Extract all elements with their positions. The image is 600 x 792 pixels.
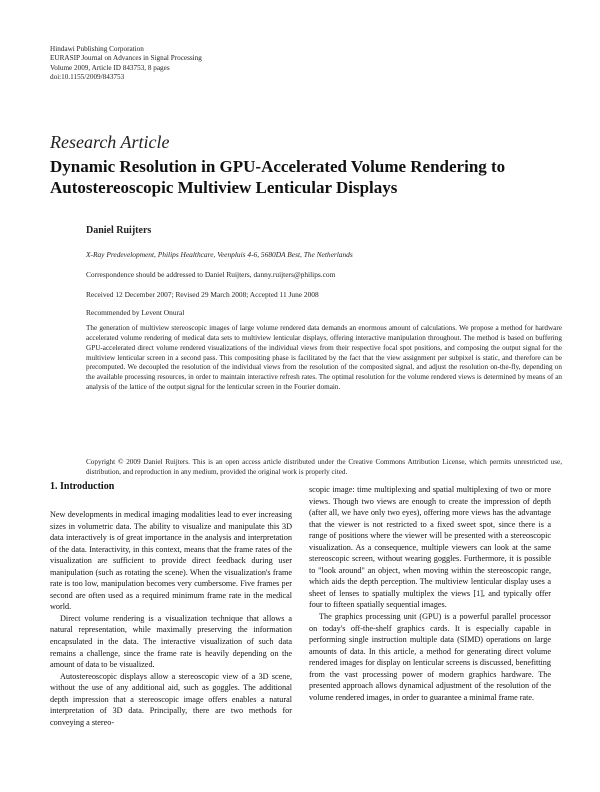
publisher: Hindawi Publishing Corporation (50, 45, 144, 53)
paragraph: Autostereoscopic displays allow a stereoscopic view of a 3D scene, without the use of any additional aid, such as goggles. The additional depth impression that a stereoscopic image offers enables a natural interpretation of 3D data. Principally, there are two methods for conveying a stereo- (50, 671, 292, 727)
abstract: The generation of multiview stereoscopic images of large volume rendered data demands an enormous amount of calculations. We propose a method for hardware accelerated volume rendering of medical data sets to multiview lenticular displays, offering interactive manipulation throughout. The method is based on buffering GPU-accelerated direct volume rendered visualizations of the individual views from their respective focal spot positions, and composing the output signal for the multiview lenticular screen in a second pass. This compositing phase is facilitated by the fact that the view assignment per subpixel is static, and therefore can be precomputed. We decoupled the resolution of the individual views from the resolution of the composited signal, and adjust the resolution on-the-fly, depending on the available processing resources, in order to maintain interactive refresh rates. The optimal resolution for the volume rendered views is determined by means of an analysis of the lattice of the output signal for the lenticular screen in the Fourier domain. (86, 324, 562, 392)
paragraph: The graphics processing unit (GPU) is a powerful parallel processor on today's off-the-shelf graphics cards. It is especially capable in performing single instruction multiple data (SIMD) operations on large amounts of data. In this article, a method for generating direct volume rendered images for display on lenticular screens is discussed, benefitting from the vast processing power of modern graphics hardware. The presented approach allows dynamical adjustment of the resolution of the volume rendered images, in order to guarantee a minimal frame rate. (309, 612, 551, 702)
right-column (309, 484, 551, 703)
doi: doi:10.1155/2009/843753 (50, 72, 125, 81)
section-heading: 1. Introduction (50, 481, 115, 492)
article-type: Research Article (50, 132, 170, 152)
title-line: Autostereoscopic Multiview Lenticular Displays (50, 178, 398, 197)
author-name: Daniel Ruijters (86, 225, 152, 236)
paragraph: Direct volume rendering is a visualization technique that allows a natural representation, while maximally preserving the information encapsulated in the data. The interactive visualization of such data remains a challenge, since the frame rate is heavily depending on the amount of data to be visualized. (50, 613, 292, 670)
affiliation: X-Ray Predevelopment, Philips Healthcare, Veenpluis 4-6, 5680DA Best, The Netherlands (86, 250, 353, 259)
correspondence: Correspondence should be addressed to Daniel Ruijters, danny.ruijters@philips.com (86, 270, 336, 279)
paragraph: New developments in medical imaging modalities lead to ever increasing sizes in volumetric data. The ability to visualize and manipulate this 3D data interactively is of great importance in the analysis and interpretation of the data. Interactivity, in this context, means that the frame rates of the visualization are sufficient to provide direct feedback during user manipulation (such as rotating the scene). When the visualization's frame rate is too low, manipulation becomes very cumbersome. Five frames per second are often used as a required minimum frame rate in the medical world. (50, 510, 292, 612)
title-line: Dynamic Resolution in GPU-Accelerated Volume Rendering to (50, 157, 506, 176)
journal-info (50, 45, 202, 82)
paper-title (50, 156, 570, 198)
recommended-by: Recommended by Levent Onural (86, 308, 185, 317)
journal-name: EURASIP Journal on Advances in Signal Processing (50, 54, 202, 63)
left-column (50, 480, 292, 728)
volume-info: Volume 2009, Article ID 843753, 8 pages (50, 63, 170, 72)
submission-dates: Received 12 December 2007; Revised 29 March 2008; Accepted 11 June 2008 (86, 290, 319, 299)
paragraph: scopic image: time multiplexing and spatial multiplexing of two or more views. Though two views are enough to create the impression of depth (after all, we have only two eyes), offering more views has the advantage that the viewer is not restricted to a fixed sweet spot, since there is a range of positions where the viewer will be presented with a stereoscopic visualization. As a consequence, multiple viewers can look at the same stereoscopic screen, without wearing goggles. Furthermore, it is possible to "look around" an object, when moving within the stereoscopic range, which aids the depth perception. The multiview lenticular display uses a sheet of lenses to spatially multiplex the views [1], and typically offer four to fifteen spatially sequential images. (309, 485, 551, 610)
copyright-notice: Copyright © 2009 Daniel Ruijters. This is an open access article distributed under the Creative Commons Attribution License, which permits unrestricted use, distribution, and reproduction in any medium, provided the original work is properly cited. (86, 458, 562, 476)
